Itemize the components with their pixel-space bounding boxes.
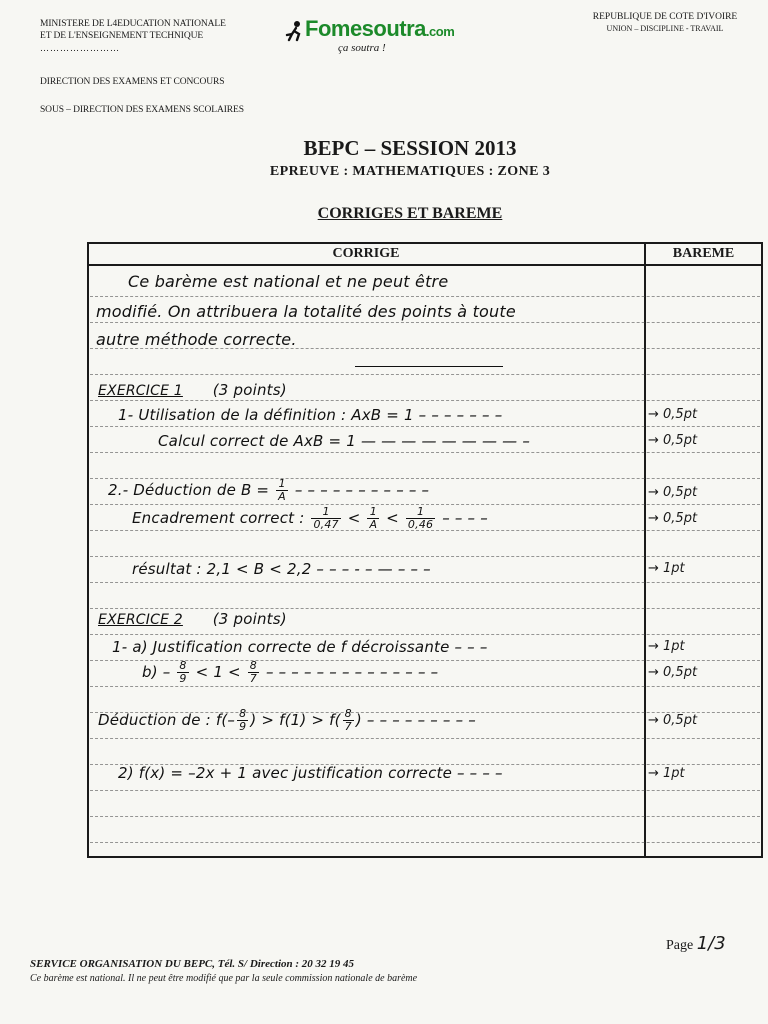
logo-brand: Fomesoutra.com bbox=[305, 16, 455, 41]
ministry-line-1: MINISTERE DE L4EDUCATION NATIONALE bbox=[40, 19, 226, 29]
column-divider bbox=[644, 242, 646, 858]
bareme-point: → 1pt bbox=[648, 766, 685, 781]
note-line: autre méthode correcte. bbox=[96, 330, 297, 349]
ministry-dots: …………………… bbox=[40, 43, 120, 53]
exercise-2-line: b) – $\frac{8}{9}$ < 1 < $\frac{8}{7}$ – – – – – – – – – – – – – – bbox=[142, 659, 439, 685]
exercise-2-heading bbox=[98, 610, 287, 628]
bareme-point: → 0,5pt bbox=[648, 665, 698, 680]
bareme-footer-note: Ce barème est national. Il ne peut être modifié que par la seule commission nationale de barème bbox=[30, 973, 418, 984]
fraction: $\frac{8}{7}$ bbox=[249, 659, 257, 685]
direction-label: DIRECTION DES EXAMENS ET CONCOURS bbox=[40, 77, 225, 87]
section-title: CORRIGES ET BAREME bbox=[317, 205, 503, 222]
exercise-2-points: (3 points) bbox=[212, 610, 287, 628]
logo-tagline: ça soutra ! bbox=[338, 42, 386, 54]
exercise-2-line: 2) f(x) = –2x + 1 avec justification correcte – – – – bbox=[118, 764, 503, 782]
ruled-line bbox=[90, 608, 760, 609]
fraction: $\frac{8}{7}$ bbox=[344, 707, 352, 733]
bareme-point: → 0,5pt bbox=[648, 511, 698, 526]
ruled-line bbox=[90, 738, 760, 739]
exercise-1-title: EXERCICE 1 bbox=[98, 383, 183, 399]
exercise-1-line: 2.- Déduction de B = $\frac{1}{A}$ – – – – – – – – – – – bbox=[108, 477, 430, 503]
page-number: 1/3 bbox=[696, 933, 726, 954]
fraction: $\frac{8}{9}$ bbox=[239, 707, 247, 733]
separator-line bbox=[355, 366, 503, 367]
fraction: $\frac{8}{9}$ bbox=[179, 659, 187, 685]
republic-header bbox=[560, 12, 768, 34]
session-title: BEPC – SESSION 2013 bbox=[303, 136, 517, 160]
exercise-1-line: résultat : 2,1 < B < 2,2 – – – - – — – – – bbox=[132, 560, 431, 578]
exercise-1-line: 1- Utilisation de la définition : AxB = 1 – – – – – – – bbox=[118, 406, 503, 424]
ruled-line bbox=[90, 504, 760, 505]
ministry-header bbox=[40, 18, 244, 116]
exercise-1-heading bbox=[98, 381, 287, 399]
fomesoutra-logo bbox=[283, 14, 473, 58]
fraction: $\frac{1}{0,47}$ bbox=[313, 505, 339, 531]
ruled-line bbox=[90, 400, 760, 401]
ruled-line bbox=[90, 426, 760, 427]
ministry-line-2: ET DE L'ENSEIGNEMENT TECHNIQUE bbox=[40, 31, 204, 41]
column-header-bareme: BAREME bbox=[672, 246, 735, 261]
ruled-line bbox=[90, 842, 760, 843]
note-line: Ce barème est national et ne peut être bbox=[128, 272, 449, 291]
bareme-point: → 1pt bbox=[648, 561, 685, 576]
bareme-point: → 0,5pt bbox=[648, 433, 698, 448]
runner-icon bbox=[283, 20, 305, 42]
ruled-line bbox=[90, 582, 760, 583]
ruled-line bbox=[90, 634, 760, 635]
ruled-line bbox=[90, 374, 760, 375]
exercise-2-title: EXERCICE 2 bbox=[98, 612, 183, 628]
column-header-corrige: CORRIGE bbox=[332, 246, 400, 261]
exercise-1-line: Calcul correct de AxB = 1 — — — — — — — — – bbox=[158, 432, 531, 450]
page-indicator bbox=[666, 933, 726, 954]
bareme-point: → 0,5pt bbox=[648, 485, 698, 500]
bareme-point: → 0,5pt bbox=[648, 407, 698, 422]
exercise-2-line: 1- a) Justification correcte de f décroissante – – – bbox=[112, 638, 488, 656]
ruled-line bbox=[90, 556, 760, 557]
page-label: Page bbox=[666, 938, 694, 953]
fraction: $\frac{1}{A}$ bbox=[369, 505, 378, 531]
note-line: modifié. On attribuera la totalité des points à toute bbox=[96, 302, 516, 321]
service-footer: SERVICE ORGANISATION DU BEPC, Tél. S/ Direction : 20 32 19 45 bbox=[30, 958, 355, 970]
bareme-point: → 0,5pt bbox=[648, 713, 698, 728]
exercise-2-line: Déduction de : f(– $\frac{8}{9}$ ) > f(1) > f( $\frac{8}{7}$ ) – – – – – – – – – bbox=[98, 707, 476, 733]
republic-motto: UNION – DISCIPLINE - TRAVAIL bbox=[606, 24, 724, 33]
exercise-1-line: Encadrement correct : $\frac{1}{0,47}$ < $\frac{1}{A}$ < $\frac{1}{0,46}$ – – – – bbox=[132, 505, 488, 531]
ruled-line bbox=[90, 686, 760, 687]
ruled-line bbox=[90, 790, 760, 791]
fraction: $\frac{1}{0,46}$ bbox=[407, 505, 434, 531]
exercise-1-points: (3 points) bbox=[212, 381, 287, 399]
ruled-line bbox=[90, 816, 760, 817]
epreuve-title: EPREUVE : MATHEMATIQUES : ZONE 3 bbox=[269, 164, 551, 179]
ruled-line bbox=[90, 452, 760, 453]
sub-direction-label: SOUS – DIRECTION DES EXAMENS SCOLAIRES bbox=[40, 105, 244, 115]
ruled-line bbox=[90, 322, 760, 323]
bareme-point: → 1pt bbox=[648, 639, 685, 654]
table-header-line bbox=[87, 264, 763, 266]
fraction: $\frac{1}{A}$ bbox=[278, 477, 286, 503]
ruled-line bbox=[90, 296, 760, 297]
republic-label: REPUBLIQUE DE COTE D'IVOIRE bbox=[592, 12, 738, 22]
